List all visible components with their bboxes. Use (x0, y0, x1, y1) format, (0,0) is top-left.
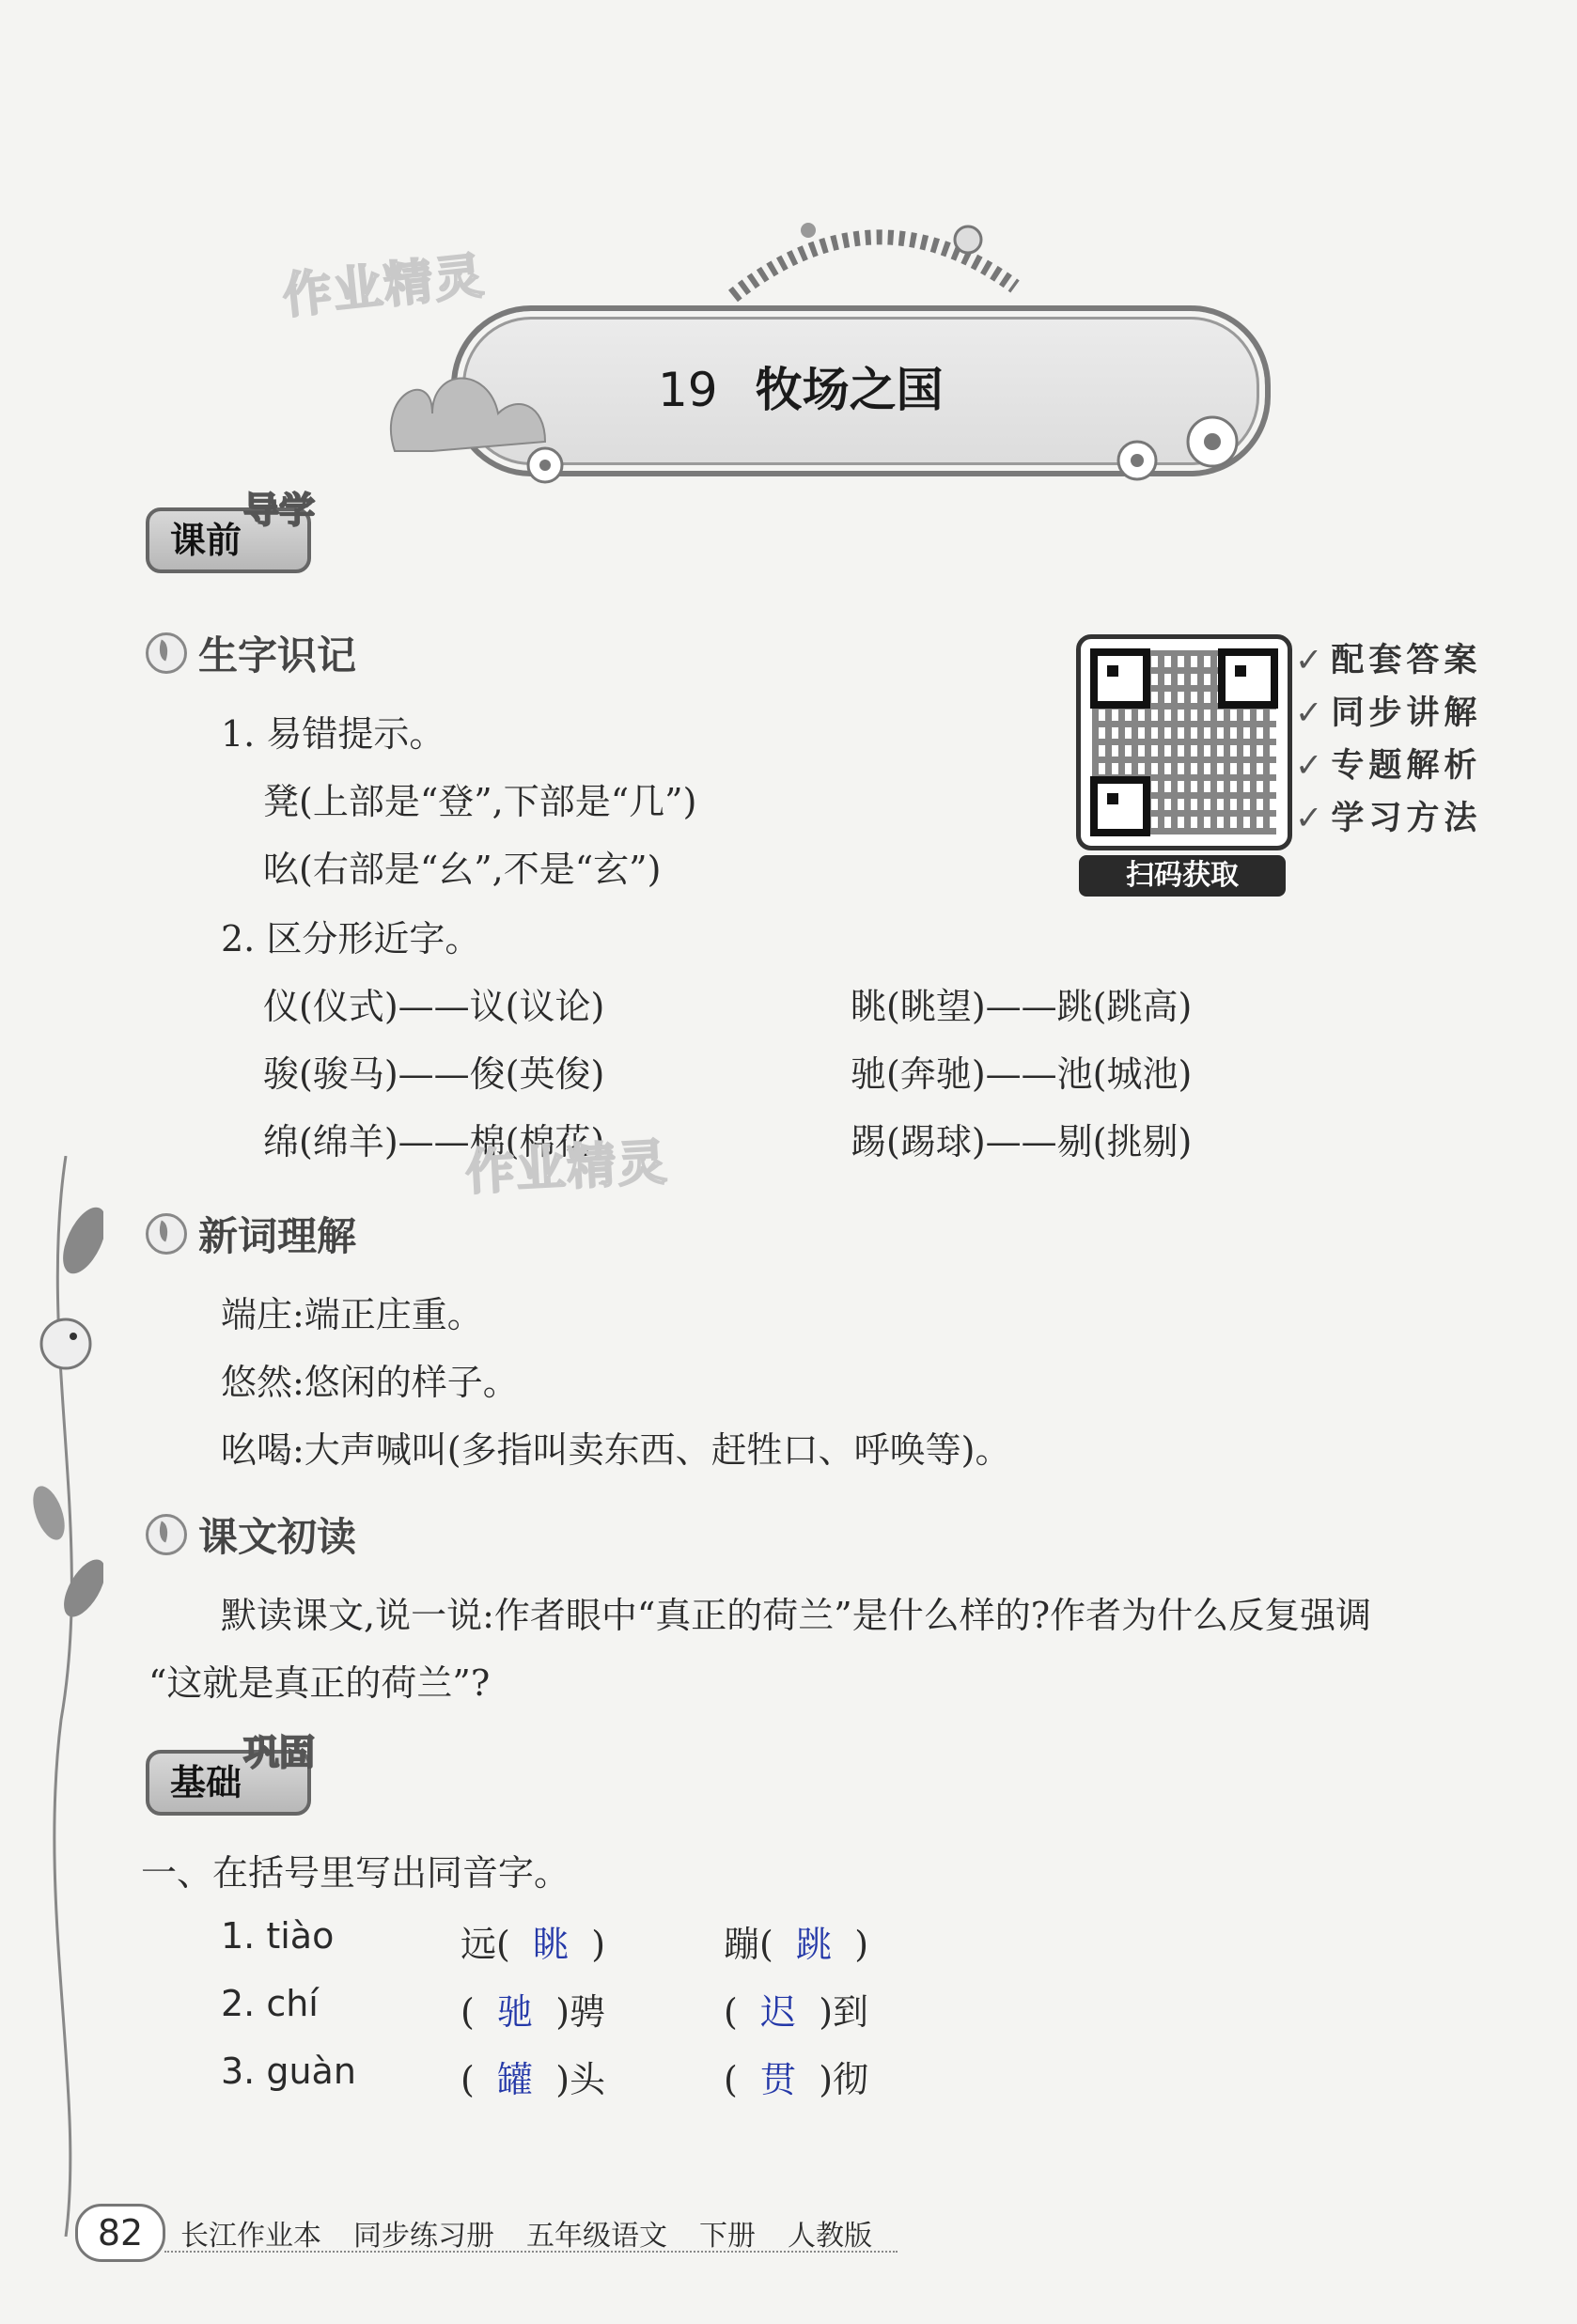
pair-right-1: 眺(眺望)——跳(跳高) (851, 986, 1193, 1027)
flowers-decoration (1109, 404, 1259, 489)
pair-left-3: 绵(绵羊)——棉(棉花) (263, 1121, 605, 1162)
flower-small-decoration (522, 442, 569, 489)
exercise1-pinyin-2: 2. chí (221, 1983, 319, 2024)
answer-field[interactable]: 迟 (760, 1991, 797, 2033)
page-number: 82 (75, 2204, 165, 2262)
lesson-title-text: 牧场之国 (755, 363, 944, 417)
leaf-icon (146, 1213, 187, 1255)
item2-title: 2. 区分形近字。 (221, 918, 481, 959)
vocab-line-3: 吆喝:大声喊叫(多指叫卖东西、赶牲口、呼唤等)。 (221, 1429, 1011, 1471)
exercise1-pinyin-1: 1. tiào (221, 1915, 335, 1957)
watermark-middle: 作业精灵 (463, 1134, 670, 1202)
qr-finder-bottom-left (1090, 776, 1150, 836)
vine-decoration (28, 1156, 103, 2237)
reading-para-line-2: “这就是真正的荷兰”? (148, 1662, 491, 1704)
item1-line-1: 凳(上部是“登”,下部是“几”) (263, 781, 697, 822)
pair-right-2: 驰(奔驰)——池(城池) (851, 1053, 1193, 1095)
section-heading-characters (146, 625, 356, 681)
check-icon: ✓ (1295, 747, 1328, 785)
qr-code[interactable] (1076, 634, 1292, 850)
answer-field[interactable]: 驰 (497, 1991, 534, 2033)
preview-badge-sup: 导学 (243, 490, 316, 531)
scan-button[interactable]: 扫码获取 (1079, 855, 1286, 897)
qr-finder-top-right (1218, 648, 1278, 709)
footer-item-4: 下册 (699, 2220, 756, 2253)
qr-feature-2: ✓ 同步讲解 (1295, 694, 1482, 732)
qr-features (1295, 634, 1481, 845)
footer-divider (164, 2251, 898, 2253)
section-heading-vocabulary (146, 1206, 356, 1262)
check-icon: ✓ (1295, 800, 1328, 837)
reading-para-line-1: 默读课文,说一说:作者眼中“真正的荷兰”是什么样的?作者为什么反复强调 (221, 1595, 1372, 1636)
pair-right-3: 踢(踢球)——剔(挑剔) (851, 1121, 1193, 1162)
basics-badge-sup: 巩固 (243, 1732, 316, 1773)
preview-badge-main: 课前 (170, 520, 242, 561)
vocab-line-1: 端庄:端正庄重。 (221, 1294, 483, 1335)
answer-field[interactable]: 罐 (497, 2059, 534, 2100)
watermark-top: 作业精灵 (280, 247, 489, 326)
check-icon: ✓ (1295, 694, 1328, 732)
exercise1-row1-b: 蹦( 跳 ) (724, 1924, 869, 1965)
exercise1-title: 一、在括号里写出同音字。 (141, 1852, 570, 1894)
pair-left-2: 骏(骏马)——俊(英俊) (263, 1053, 605, 1095)
exercise1-row2-a: ( 驰 )骋 (461, 1991, 606, 2033)
basics-badge-main: 基础 (170, 1762, 242, 1803)
lesson-number: 19 (658, 363, 718, 417)
answer-field[interactable]: 眺 (533, 1924, 570, 1965)
leaf-icon (146, 1514, 187, 1555)
answer-field[interactable]: 跳 (796, 1924, 833, 1965)
leaf-icon (146, 632, 187, 674)
exercise1-row2-b: ( 迟 )到 (724, 1991, 869, 2033)
qr-feature-4: ✓ 学习方法 (1295, 800, 1482, 837)
item1-title: 1. 易错提示。 (221, 713, 445, 755)
section-heading-reading-text: 课文初读 (198, 1514, 357, 1560)
basics-badge (146, 1732, 316, 1816)
item1-line-2: 吆(右部是“幺”,不是“玄”) (263, 849, 662, 890)
vocab-line-2: 悠然:悠闲的样子。 (221, 1362, 519, 1403)
exercise1-row3-a: ( 罐 )头 (461, 2059, 606, 2100)
pair-left-1: 仪(仪式)——议(议论) (263, 986, 605, 1027)
section-heading-characters-text: 生字识记 (198, 632, 357, 678)
answer-field[interactable]: 贯 (760, 2059, 797, 2100)
exercise1-row1-a: 远( 眺 ) (461, 1924, 606, 1965)
qr-finder-top-left (1090, 648, 1150, 709)
section-heading-vocabulary-text: 新词理解 (198, 1213, 357, 1259)
exercise1-pinyin-3: 3. guàn (221, 2051, 356, 2092)
section-heading-reading (146, 1506, 356, 1563)
piano-keys-decoration (724, 202, 1024, 305)
qr-feature-1: ✓ 配套答案 (1295, 642, 1482, 679)
footer-item-5: 人教版 (788, 2220, 872, 2253)
lesson-title (658, 352, 944, 420)
footer-item-3: 五年级语文 (526, 2220, 667, 2253)
preview-badge (146, 490, 316, 573)
page-footer (75, 2204, 904, 2262)
qr-feature-3: ✓ 专题解析 (1295, 747, 1482, 785)
exercise1-row3-b: ( 贯 )彻 (724, 2059, 869, 2100)
footer-item-1: 长江作业本 (180, 2220, 321, 2253)
footer-item-2: 同步练习册 (353, 2220, 494, 2253)
check-icon: ✓ (1295, 642, 1328, 679)
